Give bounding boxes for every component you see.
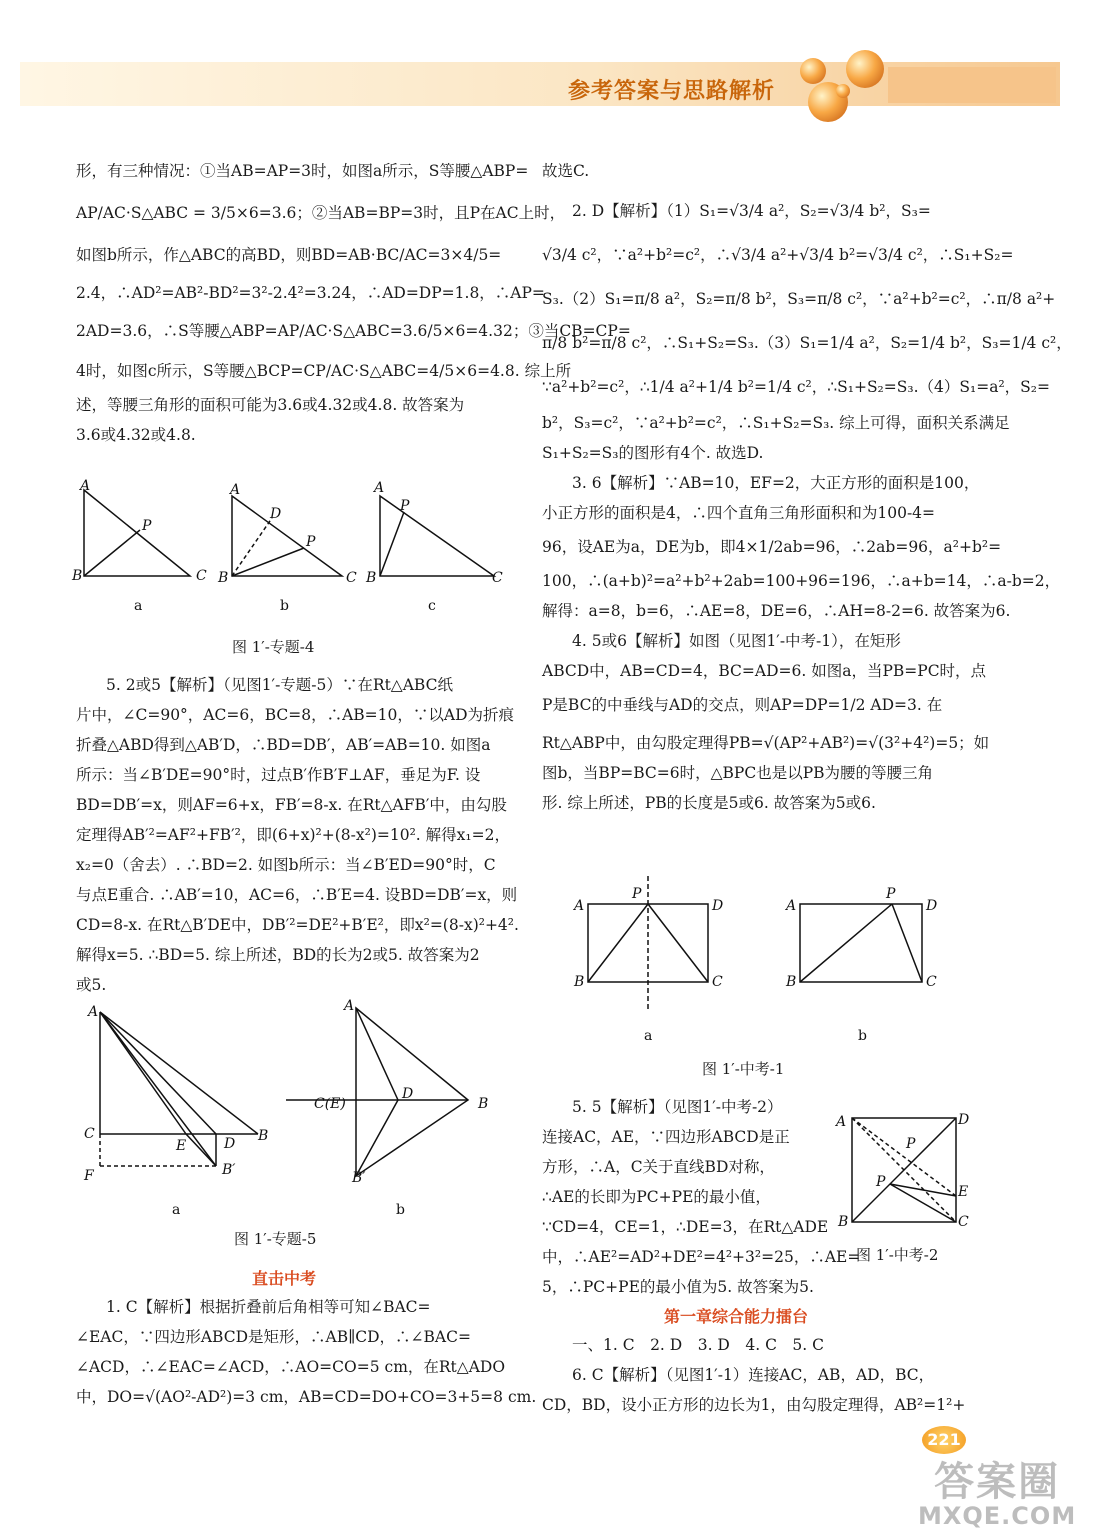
label-b-prime: B′ [352,1170,366,1186]
right-text-block-2 [542,1092,860,1302]
decor-orb [836,84,850,98]
segment-cp [648,904,708,982]
label-p: P [306,534,316,550]
sub-label-c: c [428,598,436,614]
label-p: P [632,886,642,902]
label-a: A [344,998,355,1014]
text-line: AP/AC·S△ABC = 3/5×6=3.6；②当AB=BP=3时，且P在AC上时， [76,204,566,222]
segment-eb-prime [186,1134,216,1166]
segment-bp [380,512,404,576]
text-line: ∴AE的长即为PC+PE的最小值， [542,1188,771,1206]
label-e: E [176,1138,187,1154]
text-line: 所示：当∠B′DE=90°时，过点B′作B′F⊥AF，垂足为F. 设 [76,766,481,784]
label-d: D [958,1112,970,1128]
text-line: 形，有三种情况：①当AB=AP=3时，如图a所示，S等腰△ABP= [76,162,529,180]
label-a: A [88,1004,99,1020]
watermark [918,1459,1077,1530]
label-d: D [270,506,282,522]
label-a: A [374,480,385,496]
text-line: Rt△ABP中，由勾股定理得PB=√(AP²+AB²)=√(3²+4²)=5；如 [542,734,990,752]
segment-bp [800,904,892,982]
sub-label-a: a [134,598,143,614]
segment-bp [588,904,648,982]
text-line: 6. C【解析】（见图1′-1）连接AC，AB，AD，BC， [572,1366,935,1384]
sub-label-b: b [396,1202,405,1218]
text-line: 4时，如图c所示，S等腰△BCP=CP/AC·S△ABC=4/5×6=4.8. 综上所 [76,362,572,380]
header-title: 参考答案与思路解析 [568,79,776,104]
text-line: ∵a²+b²=c²，∴1/4 a²+1/4 b²=1/4 c²，∴S₁+S₂=S₃.（4）S₁=a²，S₂= [542,378,1050,396]
segment-ae-dashed [852,1118,956,1196]
caption-zhuanti-4: 图 1′-专题-4 [232,638,315,656]
text-line: 5. 5【解析】（见图1′-中考-2） [572,1098,783,1116]
text-line: x₂=0（舍去）. ∴BD=2. 如图b所示：当∠B′ED=90°时，C [76,856,496,874]
sub-label-b: b [858,1028,867,1044]
label-b: B [786,974,797,990]
text-line: 小正方形的面积是4，∴四个直角三角形面积和为100-4= [542,504,936,522]
text-line: 形. 综上所述，PB的长度是5或6. 故答案为5或6. [542,794,876,812]
text-line: 如图b所示，作△ABC的高BD，则BD=AB·BC/AC=3×4/5= [76,246,502,264]
text-line: S₁+S₂=S₃的图形有4个. 故选D. [542,444,764,462]
label-a: A [836,1114,847,1130]
watermark-line-1: 答案圈 [934,1459,1061,1505]
text-line: ∠ACD，∴∠EAC=∠ACD，∴AO=CO=5 cm，在Rt△ADO [76,1358,506,1376]
segment-db-prime [356,1100,398,1176]
text-line: 3.6或4.32或4.8. [76,426,196,444]
text-line: 4. 5或6【解析】如图（见图1′-中考-1），在矩形 [572,632,901,650]
sub-label-a: a [644,1028,653,1044]
text-line: 中，DO=√(AO²-AD²)=3 cm，AB=CD=DO+CO=3+5=8 cm. [76,1388,537,1406]
label-b: B [838,1214,849,1230]
text-line: CD，BD，设小正方形的边长为1，由勾股定理得，AB²=1²+ [542,1396,966,1414]
label-a: A [574,898,585,914]
label-b: B [258,1128,269,1144]
label-f: F [84,1168,94,1184]
left-text-block-2 [76,670,519,1000]
text-line: 中，∴AE²=AD²+DE²=4²+3²=25，∴AE= [542,1248,861,1266]
text-line: b²，S₃=c²，∵a²+b²=c²，∴S₁+S₂=S₃. 综上可得，面积关系满足 [542,414,1010,432]
caption-zhongkao-2: 图 1′-中考-2 [856,1246,939,1264]
label-c: C [492,570,503,586]
label-b: B [366,570,377,586]
text-line: 或5. [76,976,107,994]
label-c: C [958,1214,969,1230]
label-a: A [786,898,797,914]
label-c: C [346,570,357,586]
label-p: P [142,518,152,534]
decor-orb [846,50,884,88]
text-line: 解得：a=8，b=6，∴AE=8，DE=6，∴AH=8-2=6. 故答案为6. [542,602,1011,620]
text-line: BD=DB′=x，则AF=6+x，FB′=8-x. 在Rt△AFB′中，由勾股 [76,796,507,814]
label-e: E [958,1184,969,1200]
segment-cp [892,904,922,982]
right-text-block-3 [542,1330,965,1420]
label-b: B [478,1096,489,1112]
text-line: 图b，当BP=BC=6时，△BPC也是以PB为腰的等腰三角 [542,764,934,782]
label-d: D [926,898,938,914]
text-line: 连接AC，AE，∵四边形ABCD是正 [542,1128,790,1146]
label-b: B [574,974,585,990]
text-line: 方形，∴A，C关于直线BD对称， [542,1158,775,1176]
text-line: 2AD=3.6，∴S等腰△ABP=AP/AC·S△ABC=3.6/5×6=4.32；③当CB=CP= [76,322,631,340]
label-c: C [84,1126,95,1142]
segment-bd-dashed [232,518,272,576]
label-d: D [224,1136,236,1152]
label-p: P [876,1174,886,1190]
label-c: C [712,974,723,990]
sub-label-a: a [172,1202,181,1218]
label-b: B [218,570,229,586]
text-line: ABCD中，AB=CD=4，BC=AD=6. 如图a，当PB=PC时，点 [542,662,987,680]
sub-label-b: b [280,598,289,614]
text-line: 解得x=5. ∴BD=5. 综上所述，BD的长为2或5. 故答案为2 [76,946,480,964]
text-line: 一、1. C 2. D 3. D 4. C 5. C [572,1336,825,1354]
figure-zhuanti-5 [76,996,516,1226]
text-line: 96，设AE为a，DE为b，即4×1/2ab=96，∴2ab=96，a²+b²= [542,538,1002,556]
text-line: π/8 b²=π/8 c²，∴S₁+S₂=S₃.（3）S₁=1/4 a²，S₂=1/4 b²，S₃=1/4 c²， [542,334,1072,352]
text-line: 2. D【解析】（1）S₁=√3/4 a²，S₂=√3/4 b²，S₃= [572,202,931,220]
text-line: 5，∴PC+PE的最小值为5. 故答案为5. [542,1278,814,1296]
segment-bp [84,530,140,576]
label-b-prime: B′ [222,1162,236,1178]
rectangle-b [800,904,922,982]
label-c: C [926,974,937,990]
label-ce: C(E) [314,1096,346,1112]
segment-bp [232,548,304,576]
label-d: D [402,1086,414,1102]
label-p: P [886,886,896,902]
label-c: C [196,568,207,584]
label-d: D [712,898,724,914]
section-chapter-review: 第一章综合能力擂台 [664,1307,809,1326]
text-line: 5. 2或5【解析】（见图1′-专题-5）∵在Rt△ABC纸 [106,676,453,694]
figure-zhongkao-2 [832,1104,982,1234]
label-b: B [72,568,83,584]
text-line: 述，等腰三角形的面积可能为3.6或4.32或4.8. 故答案为 [76,396,465,414]
text-line: 片中，∠C=90°，AC=6，BC=8，∴AB=10，∵以AD为折痕 [76,706,515,724]
text-line: S₃.（2）S₁=π/8 a²，S₂=π/8 b²，S₃=π/8 c²，∵a²+b²=c²，∴π/8 a²+ [542,290,1056,308]
figure-zhuanti-4 [70,478,510,628]
section-direct-zhongkao: 直击中考 [252,1269,317,1288]
label-a: A [230,482,241,498]
label-p: P [400,498,410,514]
text-line: 折叠△ABD得到△AB′D，∴BD=DB′，AB′=AB=10. 如图a [76,736,491,754]
segment-ad [356,1008,398,1100]
triangle-c [380,496,494,576]
text-line: 3. 6【解析】∵AB=10，EF=2，大正方形的面积是100， [572,474,980,492]
text-line: 定理得AB′²=AF²+FB′²，即(6+x)²+(8-x²)=10². 解得x₁=2， [76,826,510,844]
text-line: 2.4，∴AD²=AB²-BD²=3²-2.4²=3.24，∴AD=DP=1.8，∴AP= [76,284,545,302]
text-line: 故选C. [542,162,590,180]
page-number: 221 [922,1426,966,1454]
header-bar [888,67,1056,103]
text-line: 100，∴(a+b)²=a²+b²+2ab=100+96=196，∴a+b=14，∴a-b=2， [542,572,1061,590]
text-line: √3/4 c²，∵a²+b²=c²，∴√3/4 a²+√3/4 b²=√3/4 c²，∴S₁+S₂= [542,246,1014,264]
text-line: 1. C【解析】根据折叠前后角相等可知∠BAC= [106,1298,431,1316]
figure-zhongkao-1 [566,870,956,1050]
text-line: ∠EAC，∵四边形ABCD是矩形，∴AB∥CD，∴∠BAC= [76,1328,471,1346]
text-line: CD=8-x. 在Rt△B′DE中，DB′²=DE²+B′E²，即x²=(8-x)²+4². [76,916,519,934]
segment-ae [100,1012,186,1134]
text-line: 与点E重合. ∴AB′=10，AC=6，∴B′E=4. 设BD=DB′=x，则 [76,886,518,904]
text-line: ∵CD=4，CE=1，∴DE=3，在Rt△ADE [542,1218,829,1236]
caption-zhongkao-1: 图 1′-中考-1 [702,1060,785,1078]
segment-ad [100,1012,216,1134]
left-text-block-3 [76,1292,536,1412]
caption-zhuanti-5: 图 1′-专题-5 [234,1230,317,1248]
decor-orb [800,58,826,84]
label-p: P [906,1136,916,1152]
watermark-line-2: MXQE.COM [918,1502,1077,1530]
label-a: A [80,478,91,494]
triangle-b [232,496,342,576]
text-line: P是BC的中垂线与AD的交点，则AP=DP=1/2 AD=3. 在 [542,696,943,714]
right-text-block-1 [542,156,1072,818]
